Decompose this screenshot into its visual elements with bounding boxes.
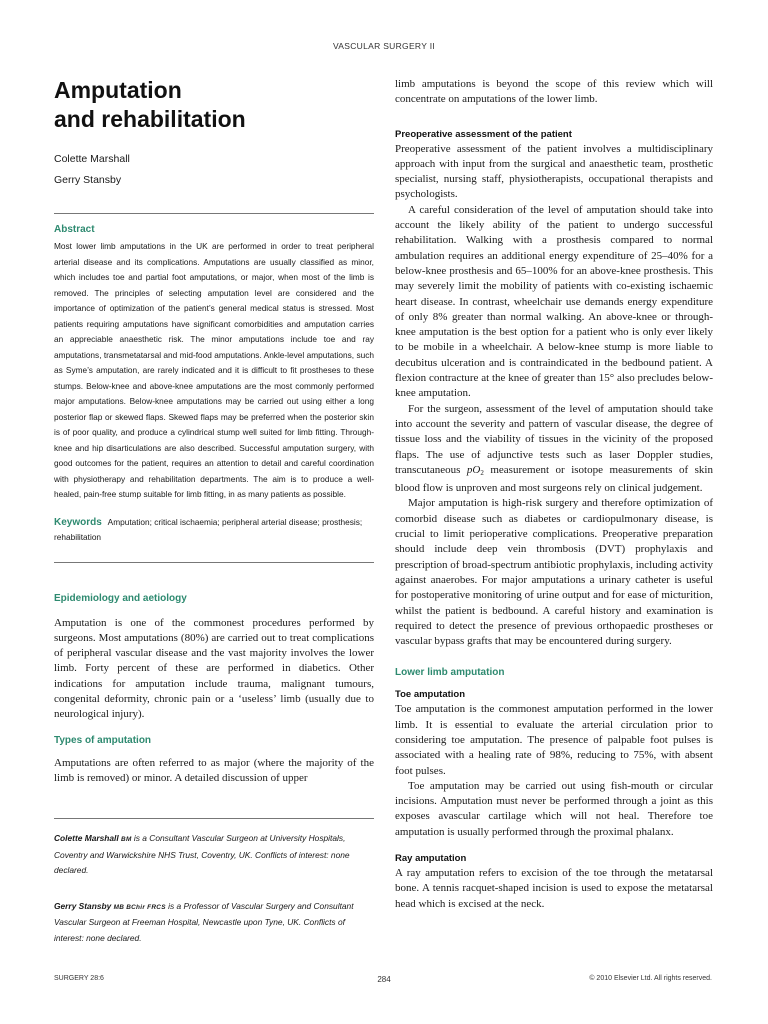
author-bio	[54, 899, 374, 947]
bio-credentials: BM	[121, 836, 132, 844]
keywords-heading: Keywords	[54, 516, 102, 528]
footer-journal: SURGERY 28:6	[54, 975, 104, 982]
preoperative-paragraph	[395, 402, 713, 497]
author-name: Colette Marshall	[54, 153, 130, 165]
subscript: 2	[480, 468, 484, 477]
types-continued-paragraph: limb amputations is beyond the scope of this review which will concentrate on amputations of the lower limb.	[395, 78, 713, 106]
subsection-heading-ray: Ray amputation	[395, 853, 467, 865]
right-column	[395, 77, 713, 912]
po2-symbol: pO	[466, 463, 481, 476]
divider	[54, 818, 374, 819]
toe-paragraph: Toe amputation may be carried out using fish-mouth or circular incisions. Amputation must never be performed through a joint as this exposes avascular cartilage which will not heal. Therefore toe amputation is usually performed through the proximal phalanx.	[395, 779, 713, 838]
bio-text: is a Consultant Vascular Surgeon at University Hospitals, Coventry and Warwickshire NHS Trust, Coventry, UK. Conflicts of interest: none declared.	[54, 833, 350, 876]
section-heading-lower-limb: Lower limb amputation	[395, 667, 505, 679]
subsection-heading-preoperative: Preoperative assessment of the patient	[395, 128, 572, 140]
author-bio	[54, 831, 374, 879]
subsection-heading-toe: Toe amputation	[395, 689, 466, 701]
footer-copyright: © 2010 Elsevier Ltd. All rights reserved.	[589, 975, 712, 982]
bio-text: is a Professor of Vascular Surgery and Consultant Vascular Surgeon at Freeman Hospital, Newcastle upon Tyne, UK. Conflicts of interest: none declared.	[54, 900, 354, 943]
text-fragment: For the surgeon, assessment of the level of amputation should take into account the severity and pattern of vascular disease, the degree of tissue loss and the viability of tissues in the vicinity of the proposed flaps. The use of adjunctive tests such as laser Doppler studies, transcutaneous	[395, 402, 713, 476]
running-header: VASCULAR SURGERY II	[332, 41, 436, 51]
abstract-heading: Abstract	[54, 224, 95, 235]
footer-page-number: 284	[377, 975, 391, 984]
abstract-box	[54, 213, 374, 563]
divider	[54, 562, 374, 563]
section-heading-epidemiology: Epidemiology and aetiology	[54, 592, 187, 604]
preoperative-paragraph: A careful consideration of the level of amputation should take into account the likely ability of the patient to undergo successful rehabilitation. Walking with a prosthesis compared to normal ambulation requires an additional energy expenditure of 25–40% for a below-knee prosthesis and 65–100% for an above-knee prosthesis. This may severely limit the mobility of patients with co-existing ischaemic heart disease. In contrast, wheelchair use demands energy expenditure of only 8% greater than normal walking. An above-knee or through-knee amputation is the best option for a patient who is only ever likely to be mobile in a wheelchair. A below-knee stump is more liable to decubitus ulceration and is contraindicated in the bedbound patient. A flexion contracture at the knee of greater than 15° also precludes below-knee amputation.	[395, 203, 713, 400]
toe-paragraph: Toe amputation is the commonest amputation performed in the lower limb. It is essential to evaluate the arterial circulation prior to considering toe amputation. The presence of palpable foot pulses is associated with a healing rate of 98%, reducing to 75%, with absent foot pulses.	[395, 703, 713, 777]
keywords-text: Amputation; critical ischaemia; peripheral arterial disease; prosthesis; rehabilitation	[54, 516, 363, 542]
abstract-text: Most lower limb amputations in the UK are performed in order to treat peripheral arterial disease and its complications. Amputations are usually classified as minor, which includes toe and partial foot amputations, or major, when most of the limb is removed. The principles of selecting amputation level are considered and the importance of optimization of the patient’s general medical status is stressed. Most patients requiring amputations have significant comorbidities and amputation carries an appreciable anaesthetic risk. The minor amputations include toe and ray amputations, transmetatarsal and mid-food amputations. Ankle-level amputations, such as Syme’s amputation, are rarely indicated and it is difficult to fit prostheses to these stumps. Below-knee and above-knee amputations are the most commonly performed major amputations. Below-knee amputations may be carried out using either a long posterior flap or skewed flaps. Skewed flaps may be preferred when the posterior skin is of poor quality, and produce a cylindrical stump well suited for limb fitting. Through-knee and hip disarticulations are also described. Successful amputation surgery, with good outcomes for the patient, requires an attention to detail and careful coordination with physiotherapy and rehabilitation departments. The aim is to produce a well-healed, pain-free stump suitable for limb fitting, in as many patients as possible.	[54, 241, 374, 499]
author-name: Gerry Stansby	[54, 174, 122, 186]
left-column	[54, 76, 374, 946]
preoperative-paragraph: Major amputation is high-risk surgery and therefore optimization of comorbid disease such as diabetes or cardiopulmonary disease, is crucial to limit perioperative complications. Preoperative preparation should include deep vein thrombosis (DVT) prophylaxis and prescription of broad-spectrum antibiotic prophylaxis, including activity against anaerobes. For major amputations a urinary catheter is useful for postoperative monitoring of urine output and for ease of micturition, whilst the patient is bedbound. A careful history and examination is required to detect the presence of previous orthopaedic prostheses or vascular bypass grafts that may be encountered during surgery.	[395, 497, 714, 648]
bio-name: Colette Marshall	[54, 833, 119, 844]
article-title	[54, 76, 374, 134]
bio-credentials: MB BChir FRCS	[113, 903, 166, 911]
epidemiology-paragraph: Amputation is one of the commonest procedures performed by surgeons. Most amputations (80%) are carried out to treat complications of peripheral vascular disease and the vast majority involves the lower limb. Forty percent of these are performed in diabetics. Other indications for amputation include trauma, malignant tumours, congenital deformity, chronic pain or a ‘useless’ limb (usually due to neurological injury).	[54, 616, 374, 721]
section-heading-types: Types of amputation	[54, 734, 152, 746]
bio-name: Gerry Stansby	[54, 900, 112, 911]
text-fragment: measurement or isotope measurements of skin blood flow is unproven and most surgeons rely on clinical judgement.	[395, 463, 713, 495]
ray-paragraph: A ray amputation refers to excision of the toe through the metatarsal bone. A tennis racquet-shaped incision is used to expose the metatarsal head which is excised at the neck.	[395, 867, 713, 910]
title-line-1: Amputation	[54, 77, 182, 103]
types-paragraph: Amputations are often referred to as major (where the majority of the limb is removed) or minor. A detailed discussion of upper	[54, 756, 374, 784]
title-line-2: and rehabilitation	[54, 106, 246, 132]
keywords	[54, 515, 374, 546]
preoperative-paragraph: Preoperative assessment of the patient involves a multidisciplinary approach with input from the surgical and anaesthetic team, prosthetic specialist, nursing staff, physiotherapists, occupational therapists and psychologists.	[395, 142, 713, 201]
